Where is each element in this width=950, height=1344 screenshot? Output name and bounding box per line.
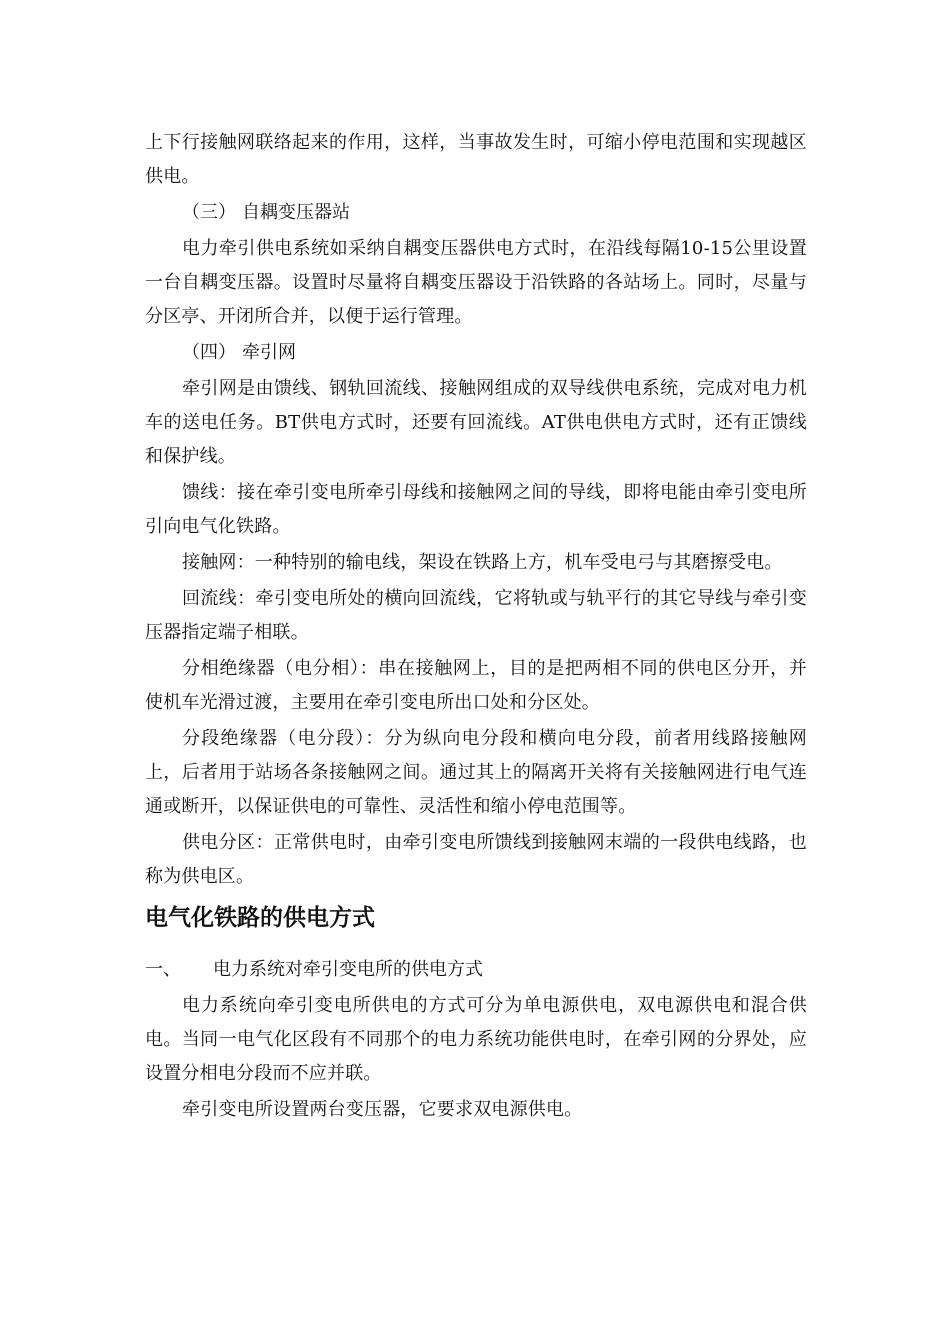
- paragraph: 供电分区：正常供电时，由牵引变电所馈线到接触网末端的一段供电线路，也称为供电区。: [145, 832, 807, 887]
- subheading-number: （四）: [182, 342, 236, 363]
- subheading-number: （三）: [182, 202, 236, 223]
- paragraph: 牵引网是由馈线、钢轨回流线、接触网组成的双导线供电系统，完成对电力机车的送电任务。BT供电方式时，还要有回流线。AT供电供电方式时，还有正馈线和保护线。: [145, 378, 807, 467]
- section-title: [145, 953, 807, 987]
- paragraph: 接触网：一种特别的输电线，架设在铁路上方，机车受电弓与其磨擦受电。: [182, 552, 783, 573]
- paragraph: 牵引变电所设置两台变压器，它要求双电源供电。: [182, 1099, 583, 1120]
- subheading-traction-network: [145, 336, 807, 370]
- section-number: 一、: [145, 959, 181, 980]
- subheading-autotransformer-station: [145, 196, 807, 230]
- paragraph: 分相绝缘器（电分相）：串在接触网上，目的是把两相不同的供电区分开，并使机车光滑过渡，主要用在牵引变电所出口处和分区处。: [145, 658, 807, 713]
- paragraph: 电力牵引供电系统如采纳自耦变压器供电方式时，在沿线每隔10-15公里设置一台自耦变压器。设置时尽量将自耦变压器设于沿铁路的各站场上。同时，尽量与分区亭、开闭所合并，以便于运行管理。: [145, 238, 807, 327]
- section-power-supply: [145, 953, 807, 1129]
- paragraph: 上下行接触网联络起来的作用，这样，当事故发生时，可缩小停电范围和实现越区供电。: [145, 132, 807, 187]
- subheading-text: 牵引网: [242, 342, 296, 363]
- subheading-text: 自耦变压器站: [242, 202, 350, 223]
- paragraph: 回流线：牵引变电所处的横向回流线，它将轨或与轨平行的其它导线与牵引变压器指定端子相联。: [145, 588, 807, 643]
- paragraph: 分段绝缘器（电分段）：分为纵向电分段和横向电分段，前者用线路接触网上，后者用于站场各条接触网之间。通过其上的隔离开关将有关接触网进行电气连通或断开，以保证供电的可靠性、灵活性和缩小停电范围等。: [145, 728, 807, 817]
- body-text: [145, 126, 807, 896]
- paragraph: 电力系统向牵引变电所供电的方式可分为单电源供电，双电源供电和混合供电。当同一电气化区段有不同那个的电力系统功能供电时，在牵引网的分界处，应设置分相电分段而不应并联。: [145, 995, 807, 1084]
- section-title-text: 电力系统对牵引变电所的供电方式: [213, 959, 483, 980]
- section-heading: 电气化铁路的供电方式: [145, 905, 375, 931]
- paragraph: 馈线：接在牵引变电所牵引母线和接触网之间的导线，即将电能由牵引变电所引向电气化铁路。: [145, 482, 807, 537]
